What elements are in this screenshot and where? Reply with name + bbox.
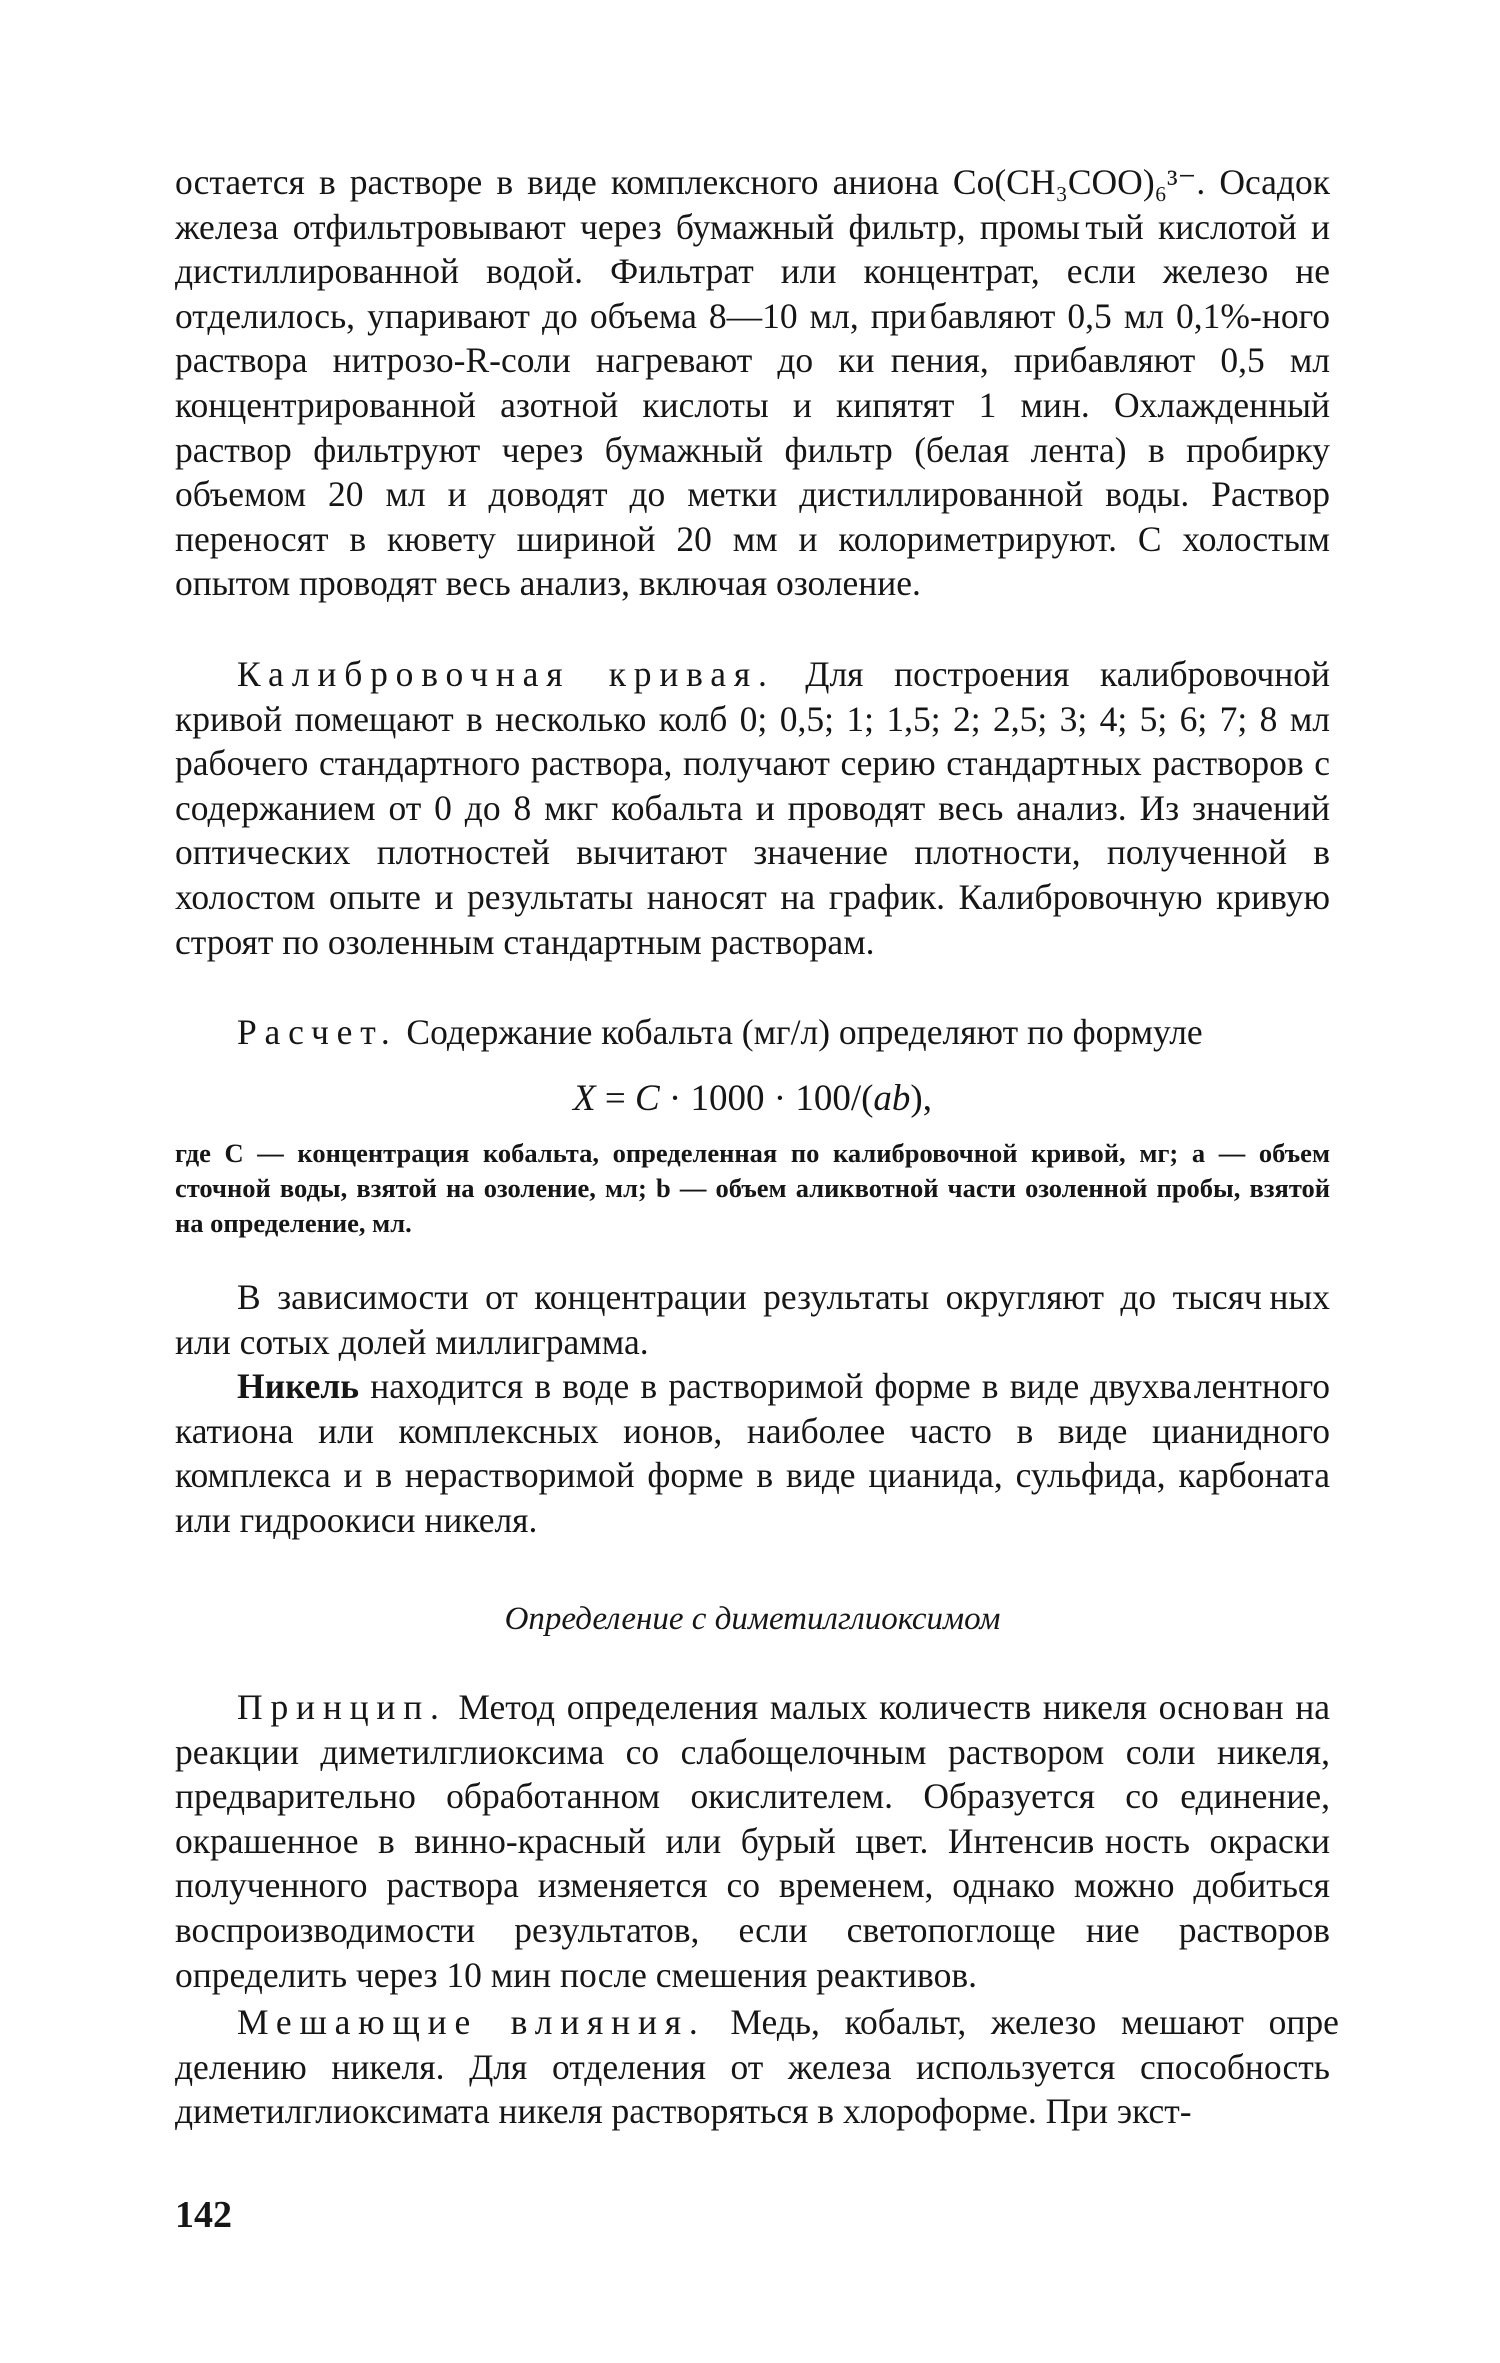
text-line: Осадок железа отфильтровывают через бумажный фильтр, промы [175,162,1330,247]
paragraph-lines [175,160,1330,606]
formula-legend [175,1136,1330,1241]
text-line: Для построения калибровочной [805,654,1330,694]
text-line: кривой помещают в несколько колб 0; 0,5; 1; 1,5; 2; 2,5; 3; 4; 5; 6; [175,698,1208,739]
paragraph-lines [175,1010,1330,1055]
paragraph-cobalt-procedure [175,160,1330,606]
text-line: лентного катиона или комплексных ионов, наиболее часто в виде [175,1366,1331,1451]
text-line: пения, прибавляют 0,5 мл концентрированной азотной кислоты [175,340,1330,425]
text-line: весь анализ. Из значений оптических плотностей вычитают значение [175,787,1330,873]
run-in-heading: Принцип. [237,1687,447,1727]
page-number: 142 [175,2194,232,2236]
text-line: и колориметрируют. С холостым опытом проводят весь анализ, вклю [175,518,1331,604]
paragraph-lines [175,652,1330,964]
text-line: 7; 8 мл рабочего стандартного раствора, получают серию стандарт [175,698,1331,784]
text-line: плотности, полученной в холостом опыте и результаты наносят на [175,832,1330,917]
text-line: можно добиться воспроизводимости результатов, если светопоглоще [175,1865,1330,1950]
text-line: Метод определения малых количеств никеля осно [458,1687,1230,1727]
paragraph-interferences [175,2000,1339,2134]
paragraph-nickel [175,1364,1330,1542]
paragraph-lines [175,2000,1339,2134]
section-heading: Определение с диметилглиоксимом [504,1601,1001,1637]
formula-end: ), [910,1078,932,1119]
legend-line: a — объем сточной воды, взятой на озоление, мл; b — объем аликвотной части [175,1138,1330,1203]
text-line: сульфида, карбоната или гидроокиси никеля. [175,1455,1330,1540]
text-line: диметилглиоксимата никеля растворяться в хлороформе. При экст- [175,2091,1192,2132]
text-line: бавляют 0,5 мл 0,1%-ного раствора нитрозо-R-соли нагревают до ки [175,295,1330,381]
text-line: Содержание кобальта (мг/л) определяют по формуле [406,1012,1203,1052]
run-in-heading: Калибровочная кривая. [237,654,775,694]
text-line: ных или сотых долей миллиграмма. [175,1277,1331,1362]
text-line: график. Калибровочную кривую строят по озоленным стандартным [175,876,1330,962]
text-line: В зависимости от концентрации результаты округляют до тысяч [237,1277,1262,1317]
run-in-heading: Никель [237,1366,360,1406]
text-line: тый кислотой и дистиллированной водой. Фильтрат или концентрат, [175,206,1330,292]
text-line: ность окраски полученного раствора изменяется со временем, однако [175,1820,1330,1906]
formula-variable: ab [873,1078,911,1119]
text-line: находится в воде в растворимой форме в виде двухва [370,1366,1192,1406]
text-line: фильтр (белая лента) в пробирку объемом 20 мл и доводят до метки [175,429,1330,515]
text-line: и кипятят 1 мин. Охлажденный раствор фильтруют через бумажный [175,384,1330,470]
paragraph-lines [175,1364,1330,1542]
paragraph-calibration-curve [175,652,1330,964]
text-line: ных растворов с содержанием от 0 до 8 мкг кобальта и проводят [175,743,1330,828]
text-line: никеля, предварительно обработанном окислителем. Образуется со [175,1731,1331,1817]
text-line: делению никеля. Для отделения от железа используется способность [175,2046,1330,2087]
text-line: ван на реакции диметилглиоксима со слабощелочным раствором соли [175,1687,1331,1772]
paragraph-lines [175,1685,1330,1997]
text-line: ние растворов определить через 10 мин после смешения реактивов. [175,1909,1331,1995]
text-line: чая озоление. [717,563,921,604]
text-line: остается в растворе в виде комплексного аниона Co(CH₃COO)₆³⁻. [175,162,1206,202]
formula-body: · 1000 · 100/( [659,1078,874,1119]
paragraph-rounding [175,1275,1330,1364]
paragraph-calculation [175,1010,1330,1055]
text-line: дистиллированной воды. Раствор переносят в кювету шириной 20 мм [175,474,1330,559]
legend-line: где C — концентрация кобальта, определенная по калибровочной кривой, мг; [175,1138,1179,1168]
text-line: Медь, кобальт, железо мешают опре [730,2002,1339,2042]
formula-variable: C [634,1078,660,1119]
text-line: растворам. [710,921,875,962]
text-line: цианидного комплекса и в нерастворимой форме в виде цианида, [175,1410,1330,1496]
run-in-heading: Мешающие влияния. [237,2002,706,2042]
run-in-heading: Расчет. [237,1012,398,1052]
legend-line: озоленной пробы, взятой на определение, мл. [175,1173,1331,1238]
paragraph-lines [175,1275,1330,1364]
text-line: единение, окрашенное в винно-красный или бурый цвет. Интенсив [175,1776,1330,1861]
formula [175,1077,1330,1121]
paragraph-principle [175,1685,1330,1997]
formula-operator: = [595,1078,635,1119]
text-line: если железо не отделилось, упаривают до объема 8—10 мл, при [175,251,1331,336]
formula-variable: X [573,1078,596,1119]
